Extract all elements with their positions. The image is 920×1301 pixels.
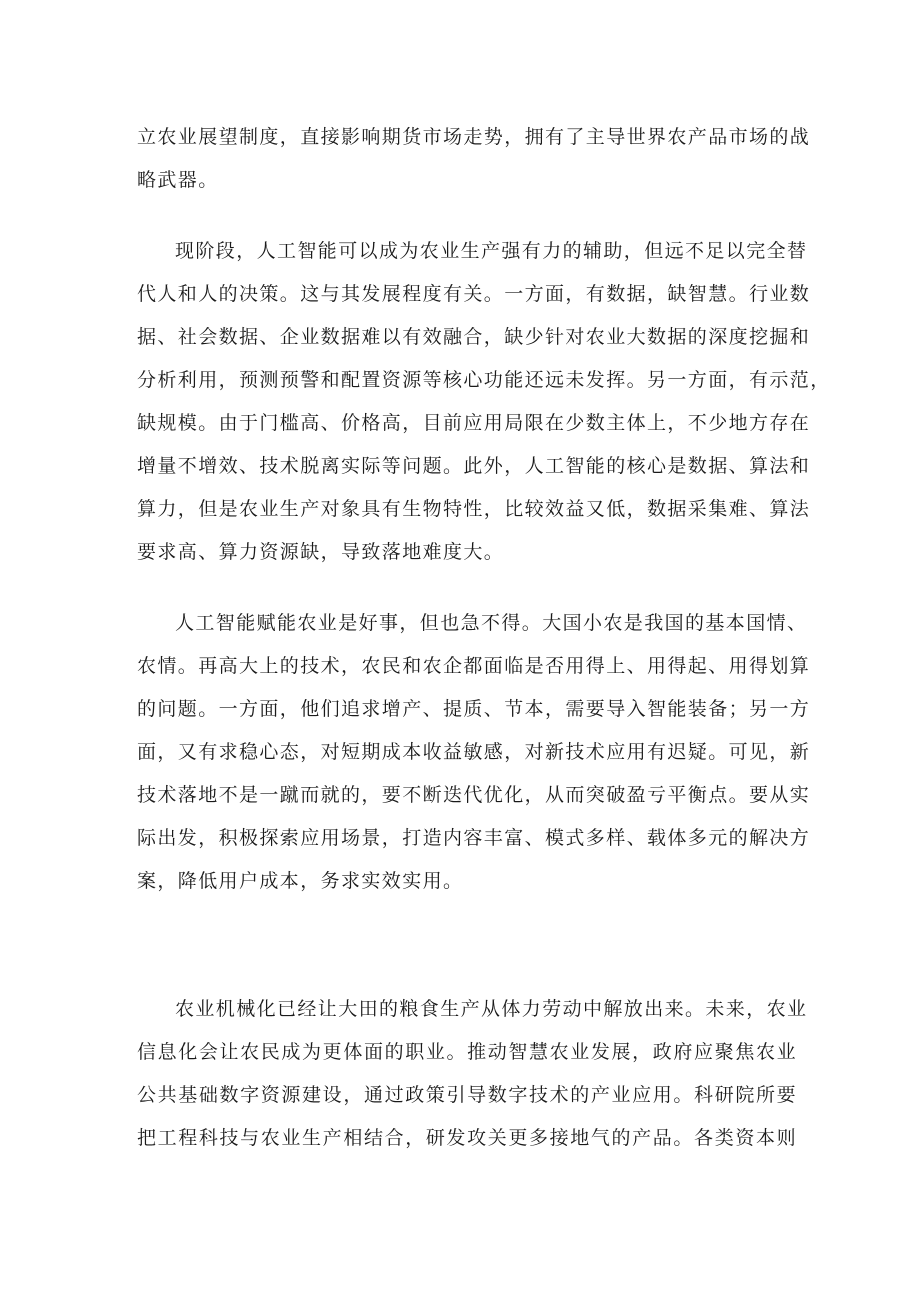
text-line: 农业机械化已经让大田的粮食生产从体力劳动中解放出来。未来，农业	[175, 998, 808, 1020]
text-line: 人工智能赋能农业是好事，但也急不得。大国小农是我国的基本国情、	[175, 612, 808, 634]
paragraph-2	[137, 230, 831, 574]
text-line: 际出发，积极探索应用场景，打造内容丰富、模式多样、载体多元的解决方	[137, 827, 811, 849]
text-line: 代人和人的决策。这与其发展程度有关。一方面，有数据，缺智慧。行业数	[137, 283, 811, 305]
paragraph-4	[137, 988, 808, 1203]
text-line	[137, 1160, 797, 1203]
paragraph-1	[137, 116, 811, 202]
text-line: 要求高、算力资源缺，导致落地难度大。	[137, 541, 505, 563]
text-line: 把工程科技与农业生产相结合，研发攻关更多接地气的产品。各类资本则	[137, 1127, 797, 1149]
text-line: 农情。再高大上的技术，农民和农企都面临是否用得上、用得起、用得划算	[137, 655, 811, 677]
text-line: 略武器。	[137, 169, 219, 191]
text-line: 缺规模。由于门槛高、价格高，目前应用局限在少数主体上，不少地方存在	[137, 412, 811, 434]
text-line: 技术落地不是一蹴而就的，要不断迭代优化，从而突破盈亏平衡点。要从实	[137, 784, 811, 806]
text-line: 增量不增效、技术脱离实际等问题。此外，人工智能的核心是数据、算法和	[137, 455, 811, 477]
text-line: 公共基础数字资源建设，通过政策引导数字技术的产业应用。科研院所要	[137, 1084, 797, 1106]
text-line: 算力，但是农业生产对象具有生物特性，比较效益又低，数据采集难、算法	[137, 498, 811, 520]
text-line: 案，降低用户成本，务求实效实用。	[137, 870, 464, 892]
text-line: 现阶段，人工智能可以成为农业生产强有力的辅助，但远不足以完全替	[175, 240, 808, 262]
text-line: 信息化会让农民成为更体面的职业。推动智慧农业发展，政府应聚焦农业	[137, 1041, 797, 1063]
paragraph-3	[137, 602, 811, 903]
text-line: 的问题。一方面，他们追求增产、提质、节本，需要导入智能装备；另一方	[137, 698, 811, 720]
text-line: 分析利用，预测预警和配置资源等核心功能还远未发挥。另一方面，有示范，	[137, 369, 831, 391]
text-line: 据、社会数据、企业数据难以有效融合，缺少针对农业大数据的深度挖掘和	[137, 326, 811, 348]
text-line: 立农业展望制度，直接影响期货市场走势，拥有了主导世界农产品市场的战	[137, 126, 811, 148]
text-line: 面，又有求稳心态，对短期成本收益敏感，对新技术应用有迟疑。可见，新	[137, 741, 811, 763]
